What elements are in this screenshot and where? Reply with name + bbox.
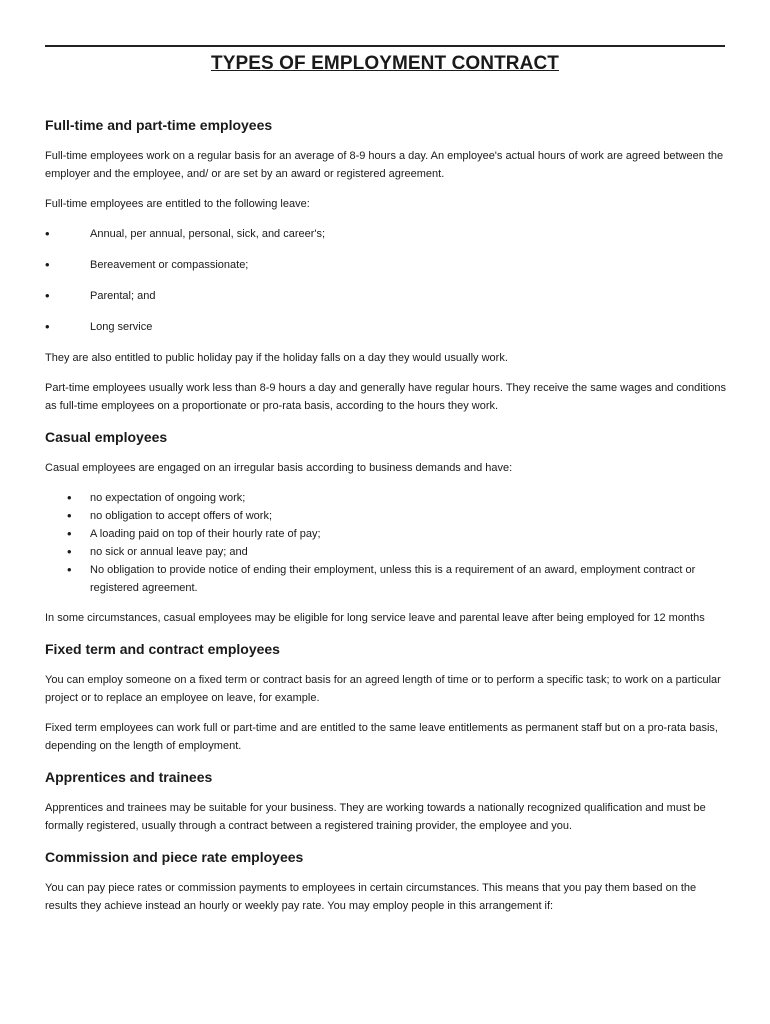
document-body xyxy=(45,115,727,927)
list-item: • no sick or annual leave pay; and xyxy=(45,543,727,561)
section-heading: Full-time and part-time employees xyxy=(45,117,273,133)
section-fixed-term xyxy=(45,639,727,755)
list-item: • Parental; and xyxy=(45,287,727,305)
section-heading: Commission and piece rate employees xyxy=(45,849,304,865)
paragraph: Part-time employees usually work less than 8-9 hours a day and generally have regular hours. They receive the same wages and conditions as full-time employees on a proportionate or pro-rata basis, according to the hours they work. xyxy=(45,382,726,412)
section-commission xyxy=(45,847,727,915)
list-item: • Long service xyxy=(45,318,727,336)
paragraph: You can employ someone on a fixed term or contract basis for an agreed length of time or to perform a specific task; to work on a particular project or to replace an employee on leave, for example. xyxy=(45,674,721,704)
section-heading: Fixed term and contract employees xyxy=(45,641,280,657)
list-item: • no expectation of ongoing work; xyxy=(45,489,727,507)
paragraph: In some circumstances, casual employees may be eligible for long service leave and parental leave after being employed for 12 months xyxy=(45,612,705,624)
section-heading: Casual employees xyxy=(45,429,168,445)
paragraph: You can pay piece rates or commission payments to employees in certain circumstances. This means that you pay them based on the results they achieve instead an hourly or weekly pay rate. You may employ people in this arrangement if: xyxy=(45,882,697,912)
section-casual xyxy=(45,427,727,627)
list-item: • No obligation to provide notice of ending their employment, unless this is a requirement of an award, employment contract or registered agreement. xyxy=(45,561,727,597)
casual-list xyxy=(45,489,727,597)
section-apprentices xyxy=(45,767,727,835)
paragraph: They are also entitled to public holiday pay if the holiday falls on a day they would usually work. xyxy=(45,352,508,364)
list-item: • no obligation to accept offers of work; xyxy=(45,507,727,525)
paragraph: Fixed term employees can work full or part-time and are entitled to the same leave entitlements as permanent staff but on a pro-rata basis, depending on the length of employment. xyxy=(45,722,718,752)
section-heading: Apprentices and trainees xyxy=(45,769,213,785)
paragraph: Apprentices and trainees may be suitable for your business. They are working towards a nationally recognized qualification and must be formally registered, usually through a contract between a registered training provider, the employee and you. xyxy=(45,802,706,832)
leave-list xyxy=(45,225,727,336)
list-item: • Bereavement or compassionate; xyxy=(45,256,727,274)
paragraph: Full-time employees are entitled to the following leave: xyxy=(45,198,310,210)
list-item: • A loading paid on top of their hourly rate of pay; xyxy=(45,525,727,543)
page-title: TYPES OF EMPLOYMENT CONTRACT xyxy=(211,53,559,74)
paragraph: Casual employees are engaged on an irregular basis according to business demands and have: xyxy=(45,462,513,474)
section-fulltime xyxy=(45,115,727,415)
header-rule xyxy=(45,45,725,47)
paragraph: Full-time employees work on a regular basis for an average of 8-9 hours a day. An employee's actual hours of work are agreed between the employer and the employee, and/ or are set by an award or registered agreement. xyxy=(45,150,724,180)
list-item: • Annual, per annual, personal, sick, and career's; xyxy=(45,225,727,243)
